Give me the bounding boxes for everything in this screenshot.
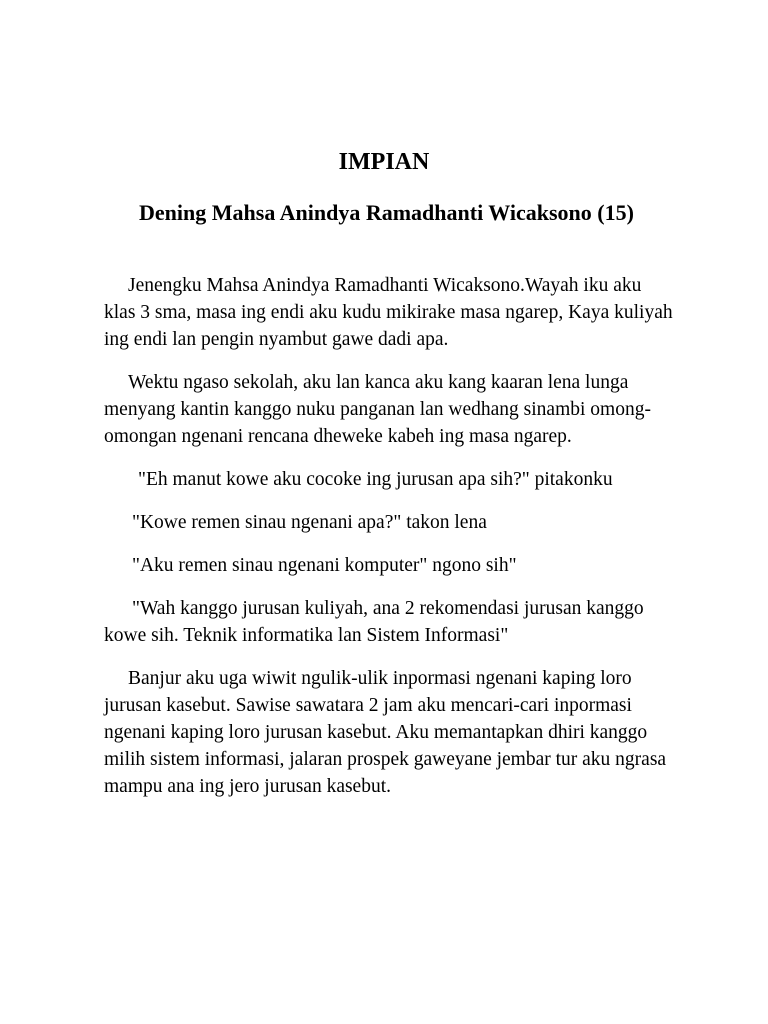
dialogue-reply-lena: "Kowe remen sinau ngenani apa?" takon lena	[132, 512, 487, 533]
dialogue-question: "Eh manut kowe aku cocoke ing jurusan apa sih?" pitakonku	[138, 469, 613, 490]
paragraph-decision: Banjur aku uga wiwit ngulik-ulik inpormasi ngenani kaping loro jurusan kasebut. Sawise sawatara 2 jam aku mencari-cari inpormasi ngenani kaping loro jurusan kasebut. Aku memantapkan dhiri kanggo milih sistem informasi, jalaran prospek gaweyane jembar tur aku ngrasa mampu ana ing jero jurusan kasebut.	[104, 668, 667, 797]
story-body	[104, 272, 674, 816]
document-title: IMPIAN	[338, 149, 430, 175]
paragraph-intro: Jenengku Mahsa Anindya Ramadhanti Wicaksono.Wayah iku aku klas 3 sma, masa ing endi aku kudu mikirake masa ngarep, Kaya kuliyah ing endi lan pengin nyambut gawe dadi apa.	[104, 275, 673, 350]
paragraph-school-break: Wektu ngaso sekolah, aku lan kanca aku kang kaaran lena lunga menyang kantin kanggo nuku panganan lan wedhang sinambi omong-omongan ngenani rencana dheweke kabeh ing masa ngarep.	[104, 372, 651, 447]
dialogue-answer: "Aku remen sinau ngenani komputer" ngono sih"	[132, 555, 517, 576]
dialogue-recommendation: "Wah kanggo jurusan kuliyah, ana 2 rekomendasi jurusan kanggo kowe sih. Teknik informatika lan Sistem Informasi"	[104, 598, 644, 646]
author-byline: Dening Mahsa Anindya Ramadhanti Wicaksono (15)	[139, 200, 634, 225]
